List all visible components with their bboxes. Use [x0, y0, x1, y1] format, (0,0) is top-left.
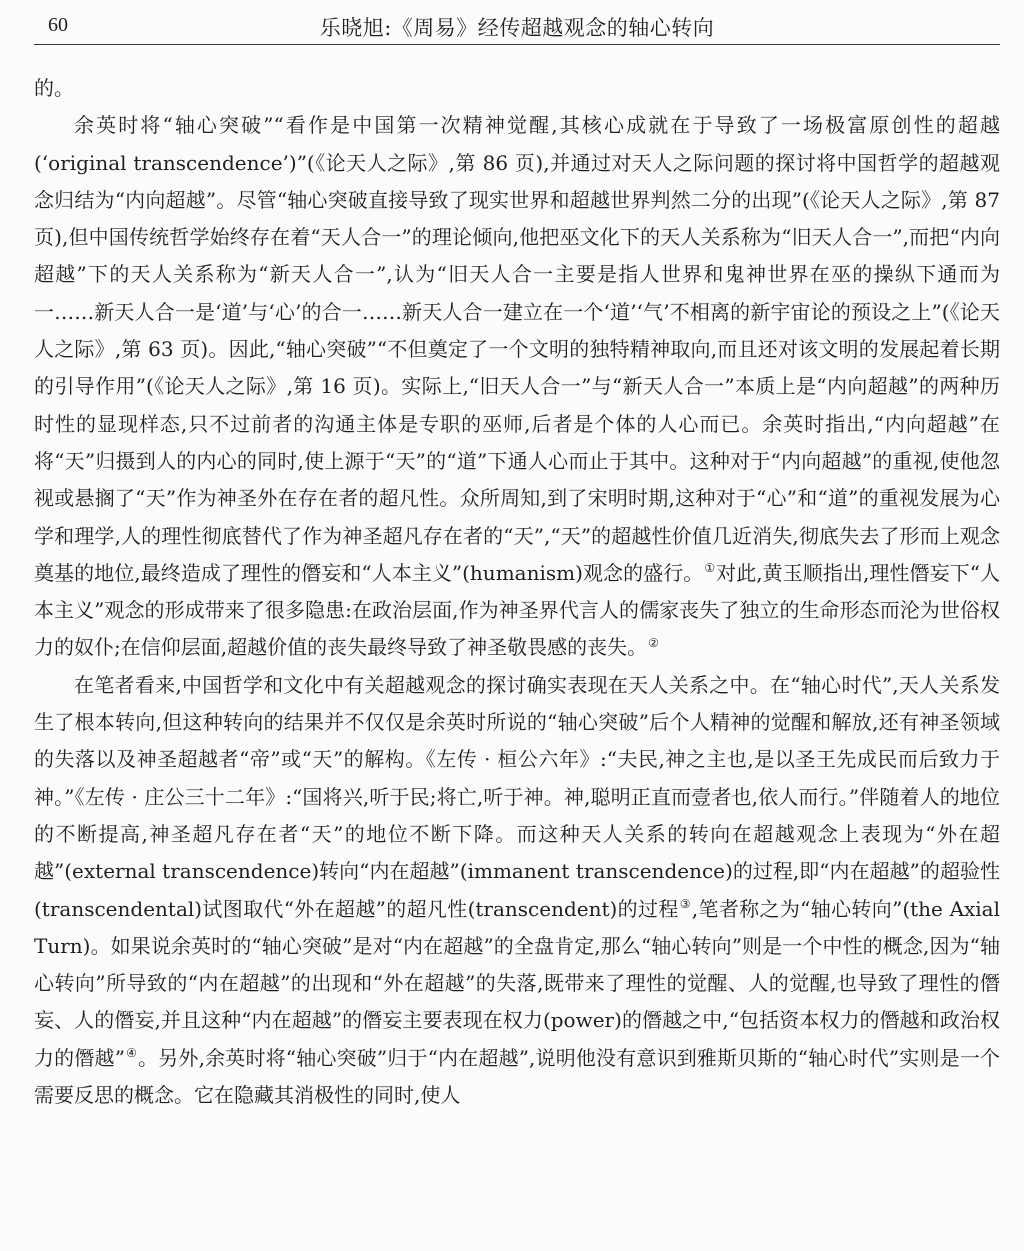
paragraph-2-text-b: ,笔者称之为“轴心转向”(the Axial Turn)。如果说余英时的“轴心突破”是对“内在超越”的全盘肯定,那么“轴心转向”则是一个中性的概念,因为“轴心转向”所导致的“内在超越”的出现和“外在超越”的失落,既带来了理性的觉醒、人的觉醒,也导致了理性的僭妄、人的僭妄,并且这种“内在超越”的僭妄主要表现在权力(power)的僭越之中,“包括资本权力的僭越和政治权力的僭越”	[34, 896, 1001, 1070]
footnote-marker-2[interactable]: ②	[648, 635, 659, 650]
footnote-marker-1[interactable]: ①	[704, 561, 716, 576]
footnote-marker-3[interactable]: ③	[679, 896, 691, 911]
footnote-marker-4[interactable]: ④	[125, 1046, 138, 1061]
paragraph-2-text-a: 在笔者看来,中国哲学和文化中有关超越观念的探讨确实表现在天人关系之中。在“轴心时代”,天人关系发生了根本转向,但这种转向的结果并不仅仅是余英时所说的“轴心突破”后个人精神的觉醒和解放,还有神圣领域的失落以及神圣超越者“帝”或“天”的解构。《左传 · 桓公六年》:“夫民,神之主也,是以圣王先成民而后致力于神。”《左传 · 庄公三十二年》:“国将兴,听于民;将亡,听于神。神,聪明正直而壹者也,依人而行。”伴随着人的地位的不断提高,神圣超凡存在者“天”的地位不断下降。而这种天人关系的转向在超越观念上表现为“外在超越”(external transcendence)转向“内在超越”(immanent transcendence)的过程,即“内在超越”的超验性(transcendental)试图取代“外在超越”的超凡性(transcendent)的过程	[34, 672, 1000, 921]
paragraph-continuation: 的。	[34, 76, 74, 100]
paragraph-1	[34, 107, 1000, 666]
paragraph-2	[34, 667, 1000, 1115]
article-body	[34, 70, 1000, 1114]
page-number: 60	[48, 14, 68, 36]
paragraph-2-text-c: 。另外,余英时将“轴心突破”归于“内在超越”,说明他没有意识到雅斯贝斯的“轴心时代”实则是一个需要反思的概念。它在隐藏其消极性的同时,使人	[34, 1045, 1000, 1108]
paragraph-1-text-a: 余英时将“轴心突破”“看作是中国第一次精神觉醒,其核心成就在于导致了一场极富原创性的超越(‘original transcendence’)”(《论天人之际》,第 86 页),并通过对天人之际问题的探讨将中国哲学的超越观念归结为“内向超越”。尽管“轴心突破直接导致了现实世界和超越世界判然二分的出现”(《论天人之际》,第 87 页),但中国传统哲学始终存在着“天人合一”的理论倾向,他把巫文化下的天人关系称为“旧天人合一”,而把“内向超越”下的天人关系称为“新天人合一”,认为“旧天人合一主要是指人世界和鬼神世界在巫的操纵下通而为一……新天人合一是‘道’与‘心’的合一……新天人合一建立在一个‘道’‘气’不相离的新宇宙论的预设之上”(《论天人之际》,第 63 页)。因此,“轴心突破”“不但奠定了一个文明的独特精神取向,而且还对该文明的发展起着长期的引导作用”(《论天人之际》,第 16 页)。实际上,“旧天人合一”与“新天人合一”本质上是“内向超越”的两种历时性的显现样态,只不过前者的沟通主体是专职的巫师,后者是个体的人心而已。余英时指出,“内向超越”在将“天”归摄到人的内心的同时,使上源于“天”的“道”下通人心而止于其中。这种对于“内向超越”的重视,使他忽视或悬搁了“天”作为神圣外在存在者的超凡性。众所周知,到了宋明时期,这种对于“心”和“道”的重视发展为心学和理学,人的理性彻底替代了作为神圣超凡存在者的“天”,“天”的超越性价值几近消失,彻底失去了形而上观念奠基的地位,最终造成了理性的僭妄和“人本主义”(humanism)观念的盛行。	[34, 113, 1000, 585]
running-title: 乐晓旭:《周易》经传超越观念的轴心转向	[319, 16, 715, 40]
page-header	[34, 10, 1000, 45]
paragraph-1-text-b: 对此,黄玉顺指出,理性僭妄下“人本主义”观念的形成带来了很多隐患:在政治层面,作为神圣界代言人的儒家丧失了独立的生命形态而沦为世俗权力的奴仆;在信仰层面,超越价值的丧失最终导致了神圣敬畏感的丧失。	[34, 560, 1000, 660]
